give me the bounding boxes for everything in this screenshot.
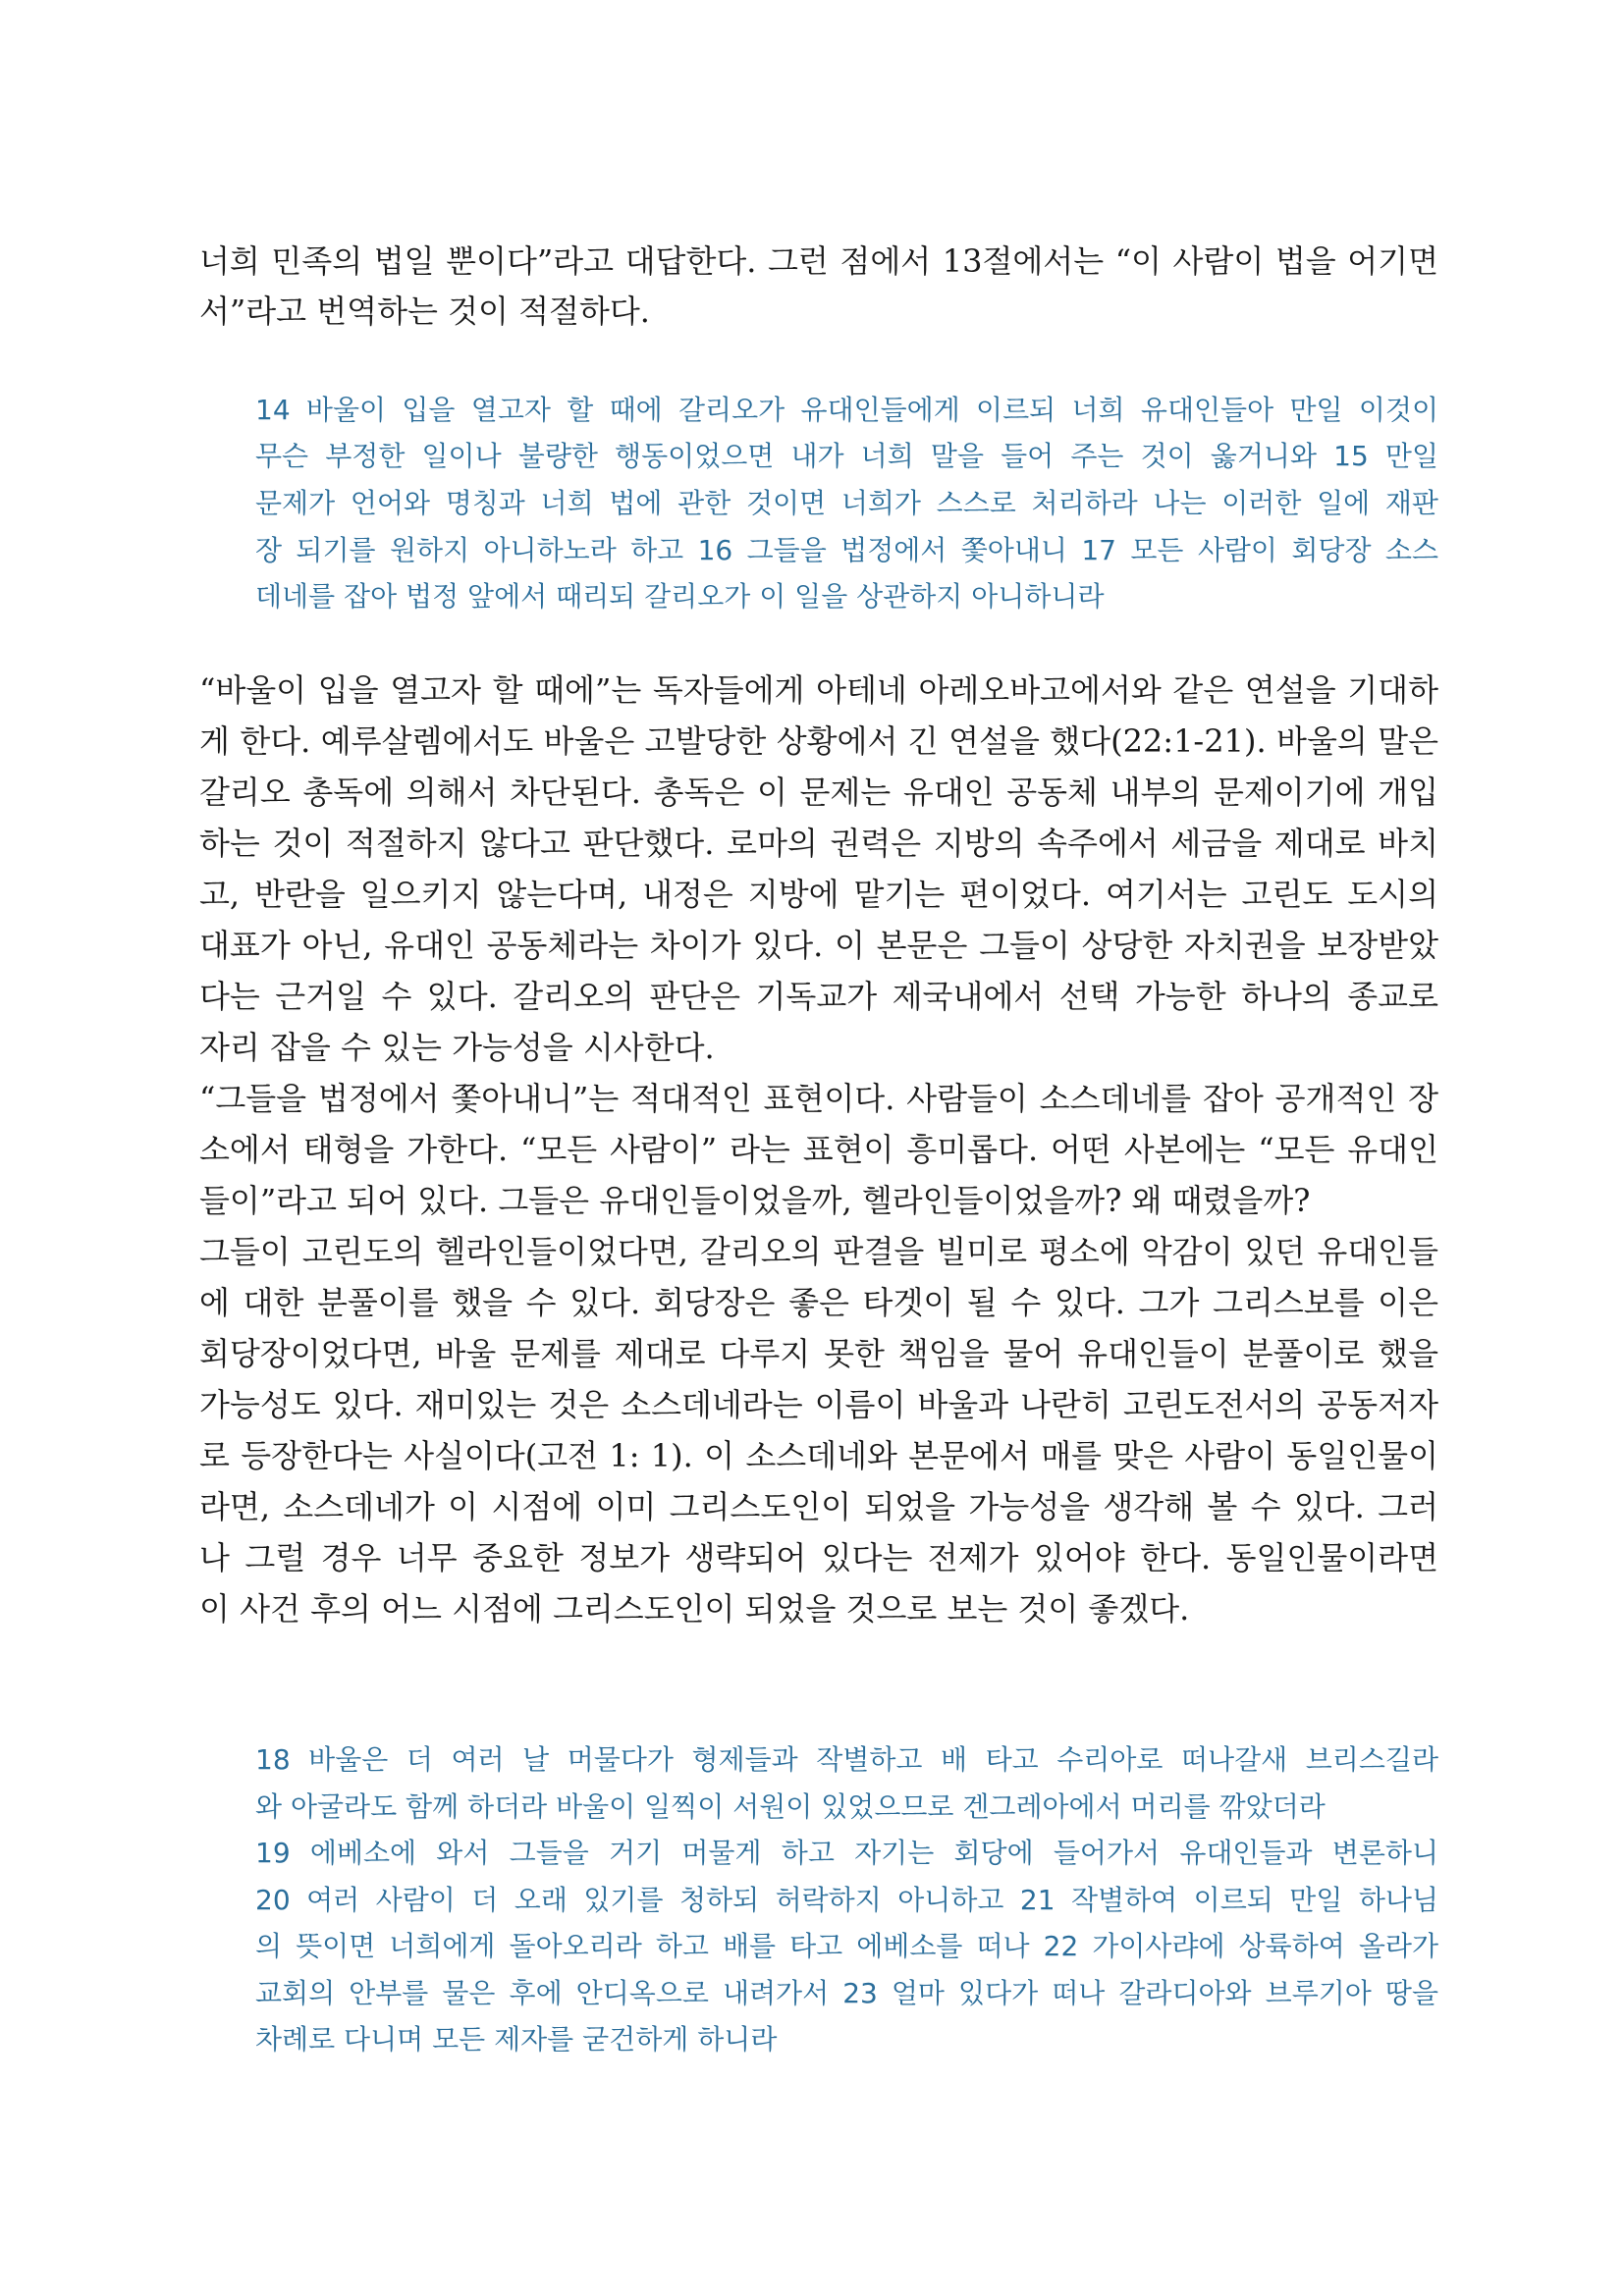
body-line: 자리 잡을 수 있는 가능성을 시사한다. <box>199 1029 715 1066</box>
scripture-line: 문제가 언어와 명칭과 너희 법에 관한 것이면 너희가 스스로 처리하라 나는 이러한 일에 재판 <box>255 487 1438 519</box>
body-line: 고, 반란을 일으키지 않는다며, 내정은 지방에 맡기는 편이었다. 여기서는 고린도 도시의 <box>199 876 1438 913</box>
body-line: 너희 민족의 법일 뿐이다”라고 대답한다. 그런 점에서 13절에서는 “이 사람이 법을 어기면 <box>199 242 1438 280</box>
body-line: 에 대한 분풀이를 했을 수 있다. 회당장은 좋은 타겟이 될 수 있다. 그가 그리스보를 이은 <box>199 1284 1438 1321</box>
scripture-line: 14 바울이 입을 열고자 할 때에 갈리오가 유대인들에게 이르되 너희 유대인들아 만일 이것이 <box>255 394 1438 426</box>
scripture-line: 와 아굴라도 함께 하더라 바울이 일찍이 서원이 있었으므로 겐그레아에서 머리를 깎았더라 <box>255 1790 1326 1823</box>
body-line: 가능성도 있다. 재미있는 것은 소스데네라는 이름이 바울과 나란히 고린도전서의 공동저자 <box>199 1386 1438 1423</box>
body-line: 다는 근거일 수 있다. 갈리오의 판단은 기독교가 제국내에서 선택 가능한 하나의 종교로 <box>199 978 1438 1015</box>
body-line: 대표가 아닌, 유대인 공동체라는 차이가 있다. 이 본문은 그들이 상당한 자치권을 보장받았 <box>199 927 1438 964</box>
body-line: 하는 것이 적절하지 않다고 판단했다. 로마의 권력은 지방의 속주에서 세금을 제대로 바치 <box>199 825 1438 862</box>
body-line: “바울이 입을 열고자 할 때에”는 독자들에게 아테네 아레오바고에서와 같은 연설을 기대하 <box>199 671 1438 709</box>
body-line: 회당장이었다면, 바울 문제를 제대로 다루지 못한 책임을 물어 유대인들이 분풀이로 했을 <box>199 1335 1438 1372</box>
body-line: 들이”라고 되어 있다. 그들은 유대인들이었을까, 헬라인들이었을까? 왜 때렸을까? <box>199 1182 1311 1219</box>
body-line: 이 사건 후의 어느 시점에 그리스도인이 되었을 것으로 보는 것이 좋겠다. <box>199 1590 1190 1628</box>
body-line: 로 등장한다는 사실이다(고전 1: 1). 이 소스데네와 본문에서 매를 맞은 사람이 동일인물이 <box>199 1437 1438 1474</box>
scripture-line: 의 뜻이면 너희에게 돌아오리라 하고 배를 타고 에베소를 떠나 22 가이사랴에 상륙하여 올라가 <box>255 1930 1438 1962</box>
scripture-line: 데네를 잡아 법정 앞에서 때리되 갈리오가 이 일을 상관하지 아니하니라 <box>255 580 1105 613</box>
body-line: “그들을 법정에서 쫓아내니”는 적대적인 표현이다. 사람들이 소스데네를 잡아 공개적인 장 <box>199 1080 1438 1117</box>
scripture-line: 교회의 안부를 물은 후에 안디옥으로 내려가서 23 얼마 있다가 떠나 갈라디아와 브루기아 땅을 <box>255 1977 1438 2009</box>
scripture-line: 무슨 부정한 일이나 불량한 행동이었으면 내가 너희 말을 들어 주는 것이 옳거니와 15 만일 <box>255 440 1438 472</box>
body-line: 소에서 태형을 가한다. “모든 사람이” 라는 표현이 흥미롭다. 어떤 사본에는 “모든 유대인 <box>199 1131 1438 1168</box>
scripture-line: 차례로 다니며 모든 제자를 굳건하게 하니라 <box>255 2023 778 2056</box>
body-line: 서”라고 번역하는 것이 적절하다. <box>199 293 650 330</box>
body-line: 나 그럴 경우 너무 중요한 정보가 생략되어 있다는 전제가 있어야 한다. 동일인물이라면 <box>199 1539 1438 1576</box>
body-line: 그들이 고린도의 헬라인들이었다면, 갈리오의 판결을 빌미로 평소에 악감이 있던 유대인들 <box>199 1233 1438 1270</box>
scripture-line: 19 에베소에 와서 그들을 거기 머물게 하고 자기는 회당에 들어가서 유대인들과 변론하니 <box>255 1837 1438 1869</box>
scripture-line: 장 되기를 원하지 아니하노라 하고 16 그들을 법정에서 쫓아내니 17 모든 사람이 회당장 소스 <box>255 534 1438 566</box>
scripture-line: 18 바울은 더 여러 날 머물다가 형제들과 작별하고 배 타고 수리아로 떠나갈새 브리스길라 <box>255 1743 1438 1776</box>
body-line: 게 한다. 예루살렘에서도 바울은 고발당한 상황에서 긴 연설을 했다(22:1-21). 바울의 말은 <box>199 722 1438 760</box>
body-line: 갈리오 총독에 의해서 차단된다. 총독은 이 문제는 유대인 공동체 내부의 문제이기에 개입 <box>199 774 1438 811</box>
body-line: 라면, 소스데네가 이 시점에 이미 그리스도인이 되었을 가능성을 생각해 볼 수 있다. 그러 <box>199 1488 1438 1525</box>
scripture-line: 20 여러 사람이 더 오래 있기를 청하되 허락하지 아니하고 21 작별하여 이르되 만일 하나님 <box>255 1884 1438 1916</box>
